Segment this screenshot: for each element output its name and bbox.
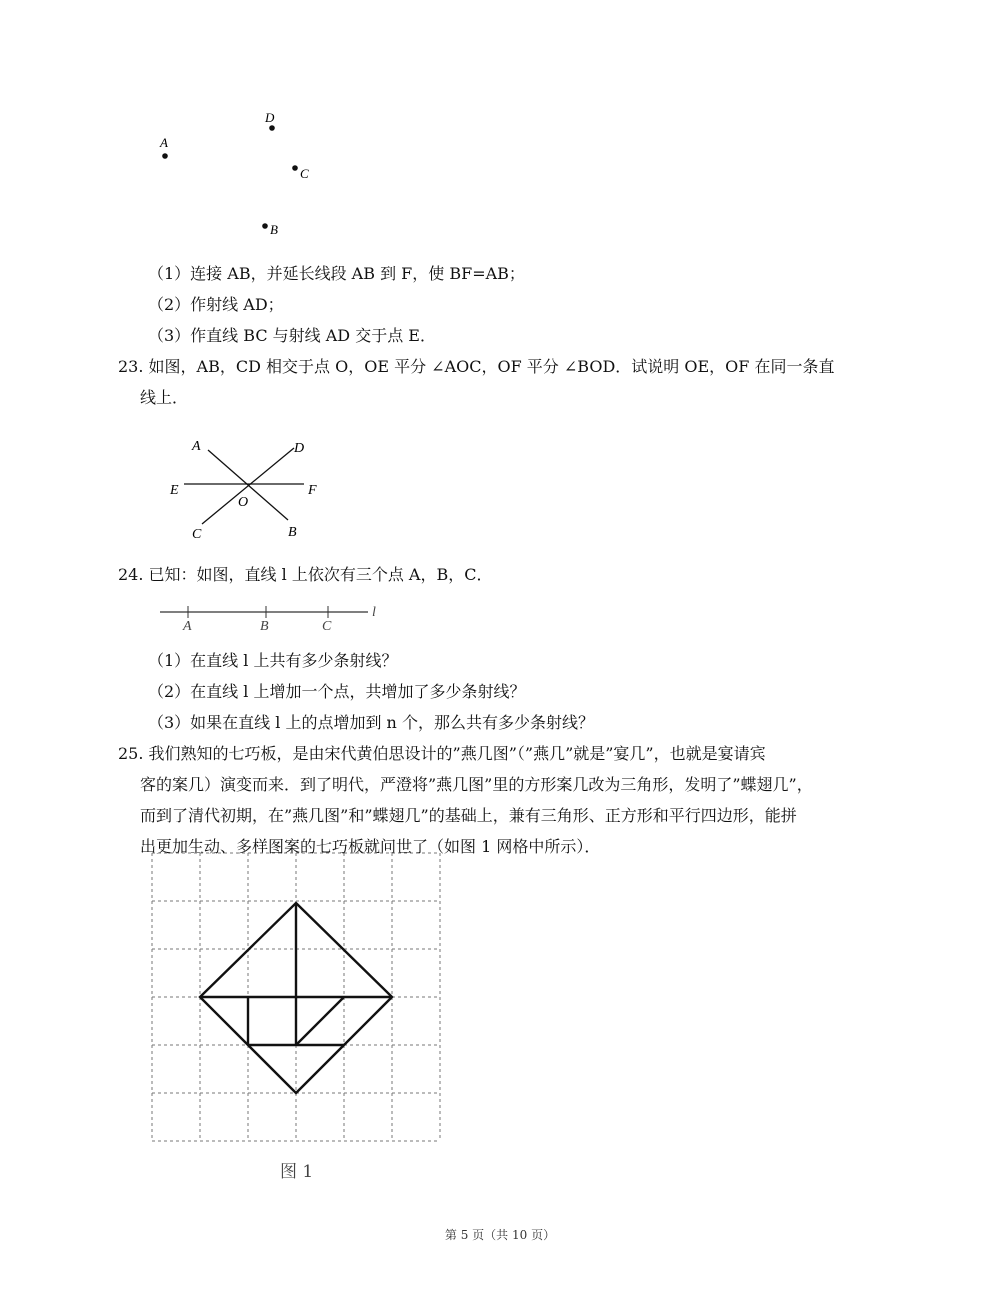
label-o: O [238,495,249,510]
q22-points-figure [140,100,340,250]
q23-stem-line-2: 线上． [140,388,189,407]
label-b: B [288,525,297,540]
figure-caption: 图 1 [280,1162,314,1182]
q22-item-3: （3）作直线 BC 与射线 AD 交于点 E． [148,326,436,345]
q25-line-1: 25. 我们熟知的七巧板，是由宋代黄伯思设计的”燕几图”（”燕几”就是”宴几”，也就是宴请宾 [118,744,766,763]
q23-intersecting-lines-figure [160,428,340,548]
point-a-dot [162,153,168,159]
page-footer: 第 5 页（共 10 页） [444,1228,556,1242]
label-c: C [322,619,332,634]
tangram-grid-figure [140,845,460,1195]
q23-stem-line-1: 23. 如图，AB，CD 相交于点 O，OE 平分 ∠AOC，OF 平分 ∠BOD．试说明 OE，OF 在同一条直 [118,357,835,376]
label-a: A [183,619,192,634]
q25-line-4: 出更加生动、多样图案的七巧板就问世了（如图 1 网格中所示）． [140,837,601,856]
q24-stem: 24. 已知：如图，直线 l 上依次有三个点 A，B，C． [118,565,493,584]
point-b-dot [262,223,268,229]
q22-item-2: （2）作射线 AD； [148,295,284,314]
q25-line-3: 而到了清代初期，在”燕几图”和”蝶翅几”的基础上，兼有三角形、正方形和平行四边形，能拼 [140,806,797,825]
point-c-dot [292,165,298,171]
q25-line-2: 客的案几）演变而来．到了明代，严澄将”燕几图”里的方形案几改为三角形，发明了”蝶翅几”， [140,775,813,794]
q24-line-figure [158,600,398,636]
q24-item-3: （3）如果在直线 l 上的点增加到 n 个，那么共有多少条射线？ [148,713,594,732]
label-c: C [192,527,202,542]
q24-item-2: （2）在直线 l 上增加一个点，共增加了多少条射线？ [148,682,526,701]
label-l: l [372,605,376,620]
point-a-label: A [160,135,168,150]
point-b-label: B [270,222,278,237]
point-d-dot [269,125,275,131]
point-d-label: D [265,110,275,125]
label-e: E [170,483,179,498]
point-c-label: C [300,166,309,181]
label-a: A [192,439,201,454]
label-d: D [294,441,305,456]
label-f: F [308,483,317,498]
q22-item-1: （1）连接 AB，并延长线段 AB 到 F，使 BF=AB； [148,264,525,283]
q24-item-1: （1）在直线 l 上共有多少条射线？ [148,651,398,670]
label-b: B [260,619,269,634]
